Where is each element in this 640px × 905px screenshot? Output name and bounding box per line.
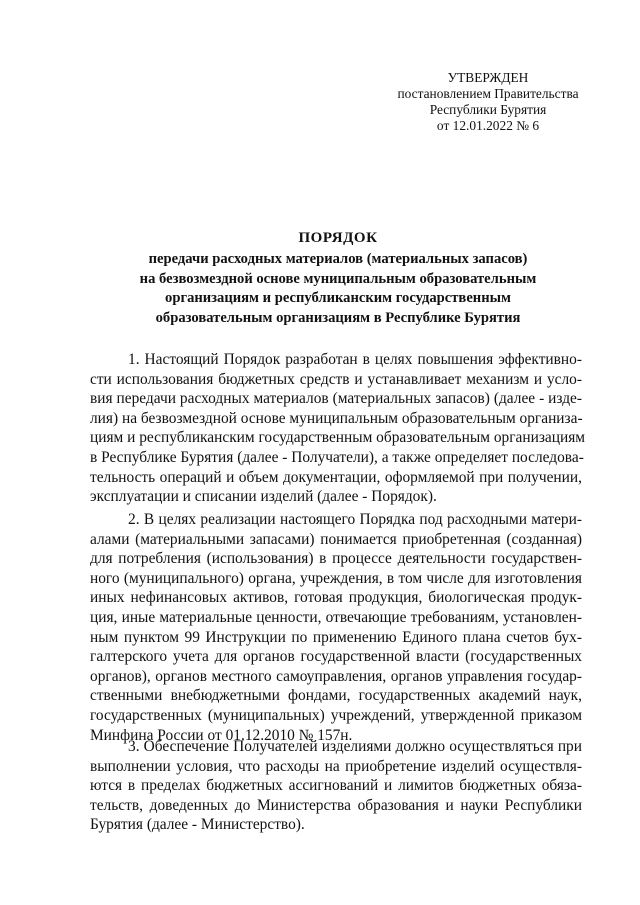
approval-date-number: от 12.01.2022 № 6: [436, 118, 540, 133]
document-title: ПОРЯДОК: [298, 230, 378, 246]
paragraph-line: алами (материальными запасами) понимается приобретенная (созданная): [90, 530, 582, 548]
approval-authority: Республики Бурятия: [429, 102, 547, 117]
paragraph-line: в Республике Бурятия (далее - Получатели), а также определяет последова-: [90, 448, 584, 466]
paragraph-1: [90, 350, 586, 507]
paragraph-line: тельств, доведенных до Министерства образования и науки Республики: [90, 796, 582, 814]
subtitle-line: образовательным организациям в Республике Бурятия: [155, 309, 521, 326]
paragraph-line: 2. В целях реализации настоящего Порядка под расходными матери-: [128, 511, 582, 528]
paragraph-line: иных нефинансовых активов, готовая продукция, биологическая продук-: [90, 589, 582, 607]
paragraph-line: вия передачи расходных материалов (материальных запасов) (далее - изде-: [90, 390, 582, 408]
paragraph-2: [90, 510, 582, 745]
paragraph-line: циям и республиканским государственным образовательным организациям: [90, 429, 586, 447]
paragraph-line: государственных (муниципальных) учреждений, утвержденной приказом: [90, 706, 582, 724]
paragraph-line: сти использования бюджетных средств и устанавливает механизм и усло-: [90, 370, 582, 388]
subtitle-line: на безвозмездной основе муниципальным образовательным: [139, 270, 537, 287]
paragraph-line: тельность операций и объем документации, оформляемой при получении,: [90, 468, 582, 486]
subtitle-line: передачи расходных материалов (материальных запасов): [148, 251, 528, 267]
approval-heading: УТВЕРЖДЕН: [447, 70, 529, 85]
paragraph-line: Бурятия (далее - Министерство).: [90, 816, 305, 834]
paragraph-line: галтерского учета для органов государственной власти (государственных: [90, 648, 582, 666]
paragraph-line: органов), органов местного самоуправления, органов управления государ-: [90, 667, 582, 685]
paragraph-line: ным пунктом 99 Инструкции по применению Единого плана счетов бух-: [90, 628, 582, 646]
paragraph-line: Минфина России от 01.12.2010 № 157н.: [90, 726, 353, 744]
approval-decree: постановлением Правительства: [397, 86, 579, 101]
paragraph-line: ственными внебюджетными фондами, государственных академий наук,: [90, 687, 582, 705]
paragraph-line: ются в пределах бюджетных ассигнований и лимитов бюджетных обяза-: [90, 777, 582, 795]
paragraph-line: эксплуатации и списании изделий (далее - Порядок).: [90, 488, 437, 506]
paragraph-line: 1. Настоящий Порядок разработан в целях повышения эффективно-: [128, 351, 582, 368]
paragraph-3: [90, 737, 582, 835]
paragraph-line: для потребления (использования) в процессе деятельности государствен-: [90, 550, 582, 568]
subtitle-line: организациям и республиканским государственным: [165, 290, 511, 306]
paragraph-line: 3. Обеспечение Получателей изделиями должно осуществляться при: [128, 738, 582, 755]
paragraph-line: выполнении условия, что расходы на приобретение изделий осуществля-: [90, 757, 582, 775]
document-subtitle: [90, 250, 586, 328]
approval-stamp-block: [380, 70, 596, 134]
paragraph-line: лия) на безвозмездной основе муниципальным образовательным организа-: [90, 409, 583, 427]
paragraph-line: ция, иные материальные ценности, отвечающие требованиям, установлен-: [90, 608, 582, 626]
paragraph-line: ного (муниципального) органа, учреждения, в том числе для изготовления: [90, 569, 582, 587]
